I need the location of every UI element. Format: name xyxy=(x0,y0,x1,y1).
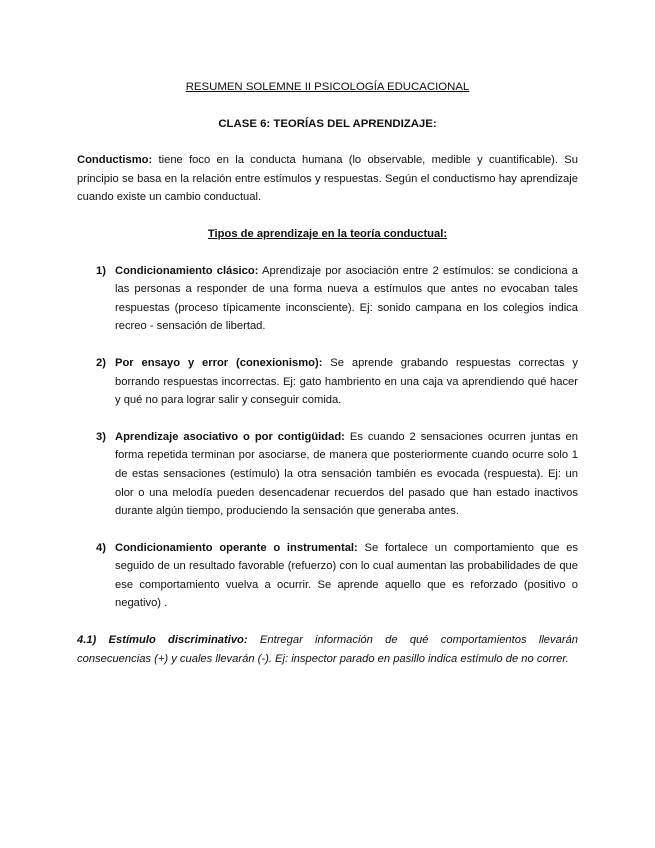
note-paragraph xyxy=(77,631,578,668)
section-title: Tipos de aprendizaje en la teoría conductual: xyxy=(207,227,448,240)
learning-types-list xyxy=(77,262,578,614)
list-item xyxy=(77,539,578,613)
intro-paragraph xyxy=(77,151,578,207)
list-item-text: Aprendizaje por asociación entre 2 estímulos: se condiciona a las personas a responder de una forma nueva a estímulos que antes no evocaban tales respuestas (proceso típicamente inconsciente). Ej: sonido campana en los colegios indica recreo - sensación de libertad. xyxy=(115,264,578,333)
list-item xyxy=(77,428,578,521)
class-title: CLASE 6: TEORÍAS DEL APRENDIZAJE: xyxy=(218,117,437,130)
list-item-term: Condicionamiento operante o instrumental: xyxy=(115,541,358,554)
intro-term: Conductismo: xyxy=(77,154,153,167)
note-text: Entregar información de qué comportamientos llevarán consecuencias (+) y cuales llevarán (-). Ej: inspector parado en pasillo indica estímulo de no correr. xyxy=(77,634,579,665)
list-item-number: 2) xyxy=(96,356,106,369)
list-item xyxy=(77,354,578,410)
list-item-number: 4) xyxy=(96,541,106,554)
document-title: RESUMEN SOLEMNE II PSICOLOGÍA EDUCACIONAL xyxy=(185,81,470,93)
list-item-number: 1) xyxy=(96,264,106,277)
document-page xyxy=(77,78,578,668)
list-item-term: Por ensayo y error (conexionismo): xyxy=(115,356,323,369)
list-item xyxy=(77,262,578,336)
intro-text: tiene foco en la conducta humana (lo observable, medible y cuantificable). Su principio se basa en la relación entre estímulos y respuestas. Según el conductismo hay aprendizaje cuando existe un cambio conductual. xyxy=(77,154,578,204)
list-item-text: Es cuando 2 sensaciones ocurren juntas en forma repetida terminan por asociarse, de manera que posteriormente cuando ocurre solo 1 de estas sensaciones (estímulo) la otra sensación también es evocada (respuesta). Ej: un olor o una melodía pueden desencadenar recuerdos del pasado que han estado inactivos durante algún tiempo, produciendo la sensación que generaba antes. xyxy=(115,430,578,518)
list-item-term: Condicionamiento clásico: xyxy=(115,264,259,277)
list-item-text: Se aprende grabando respuestas correctas y borrando respuestas incorrectas. Ej: gato hambriento en una caja va aprendiendo qué hacer y qué no para lograr salir y conseguir comida. xyxy=(115,356,579,407)
list-item-number: 3) xyxy=(96,430,106,443)
note-term: 4.1) Estímulo discriminativo: xyxy=(77,634,248,647)
list-item-text: Se fortalece un comportamiento que es seguido de un resultado favorable (refuerzo) con lo cual aumentan las probabilidades de que ese comportamiento vuelva a ocurrir. Se aprende aquello que es reforzado (positivo o negativo) . xyxy=(115,541,578,610)
list-item-term: Aprendizaje asociativo o por contigüidad: xyxy=(115,430,345,443)
